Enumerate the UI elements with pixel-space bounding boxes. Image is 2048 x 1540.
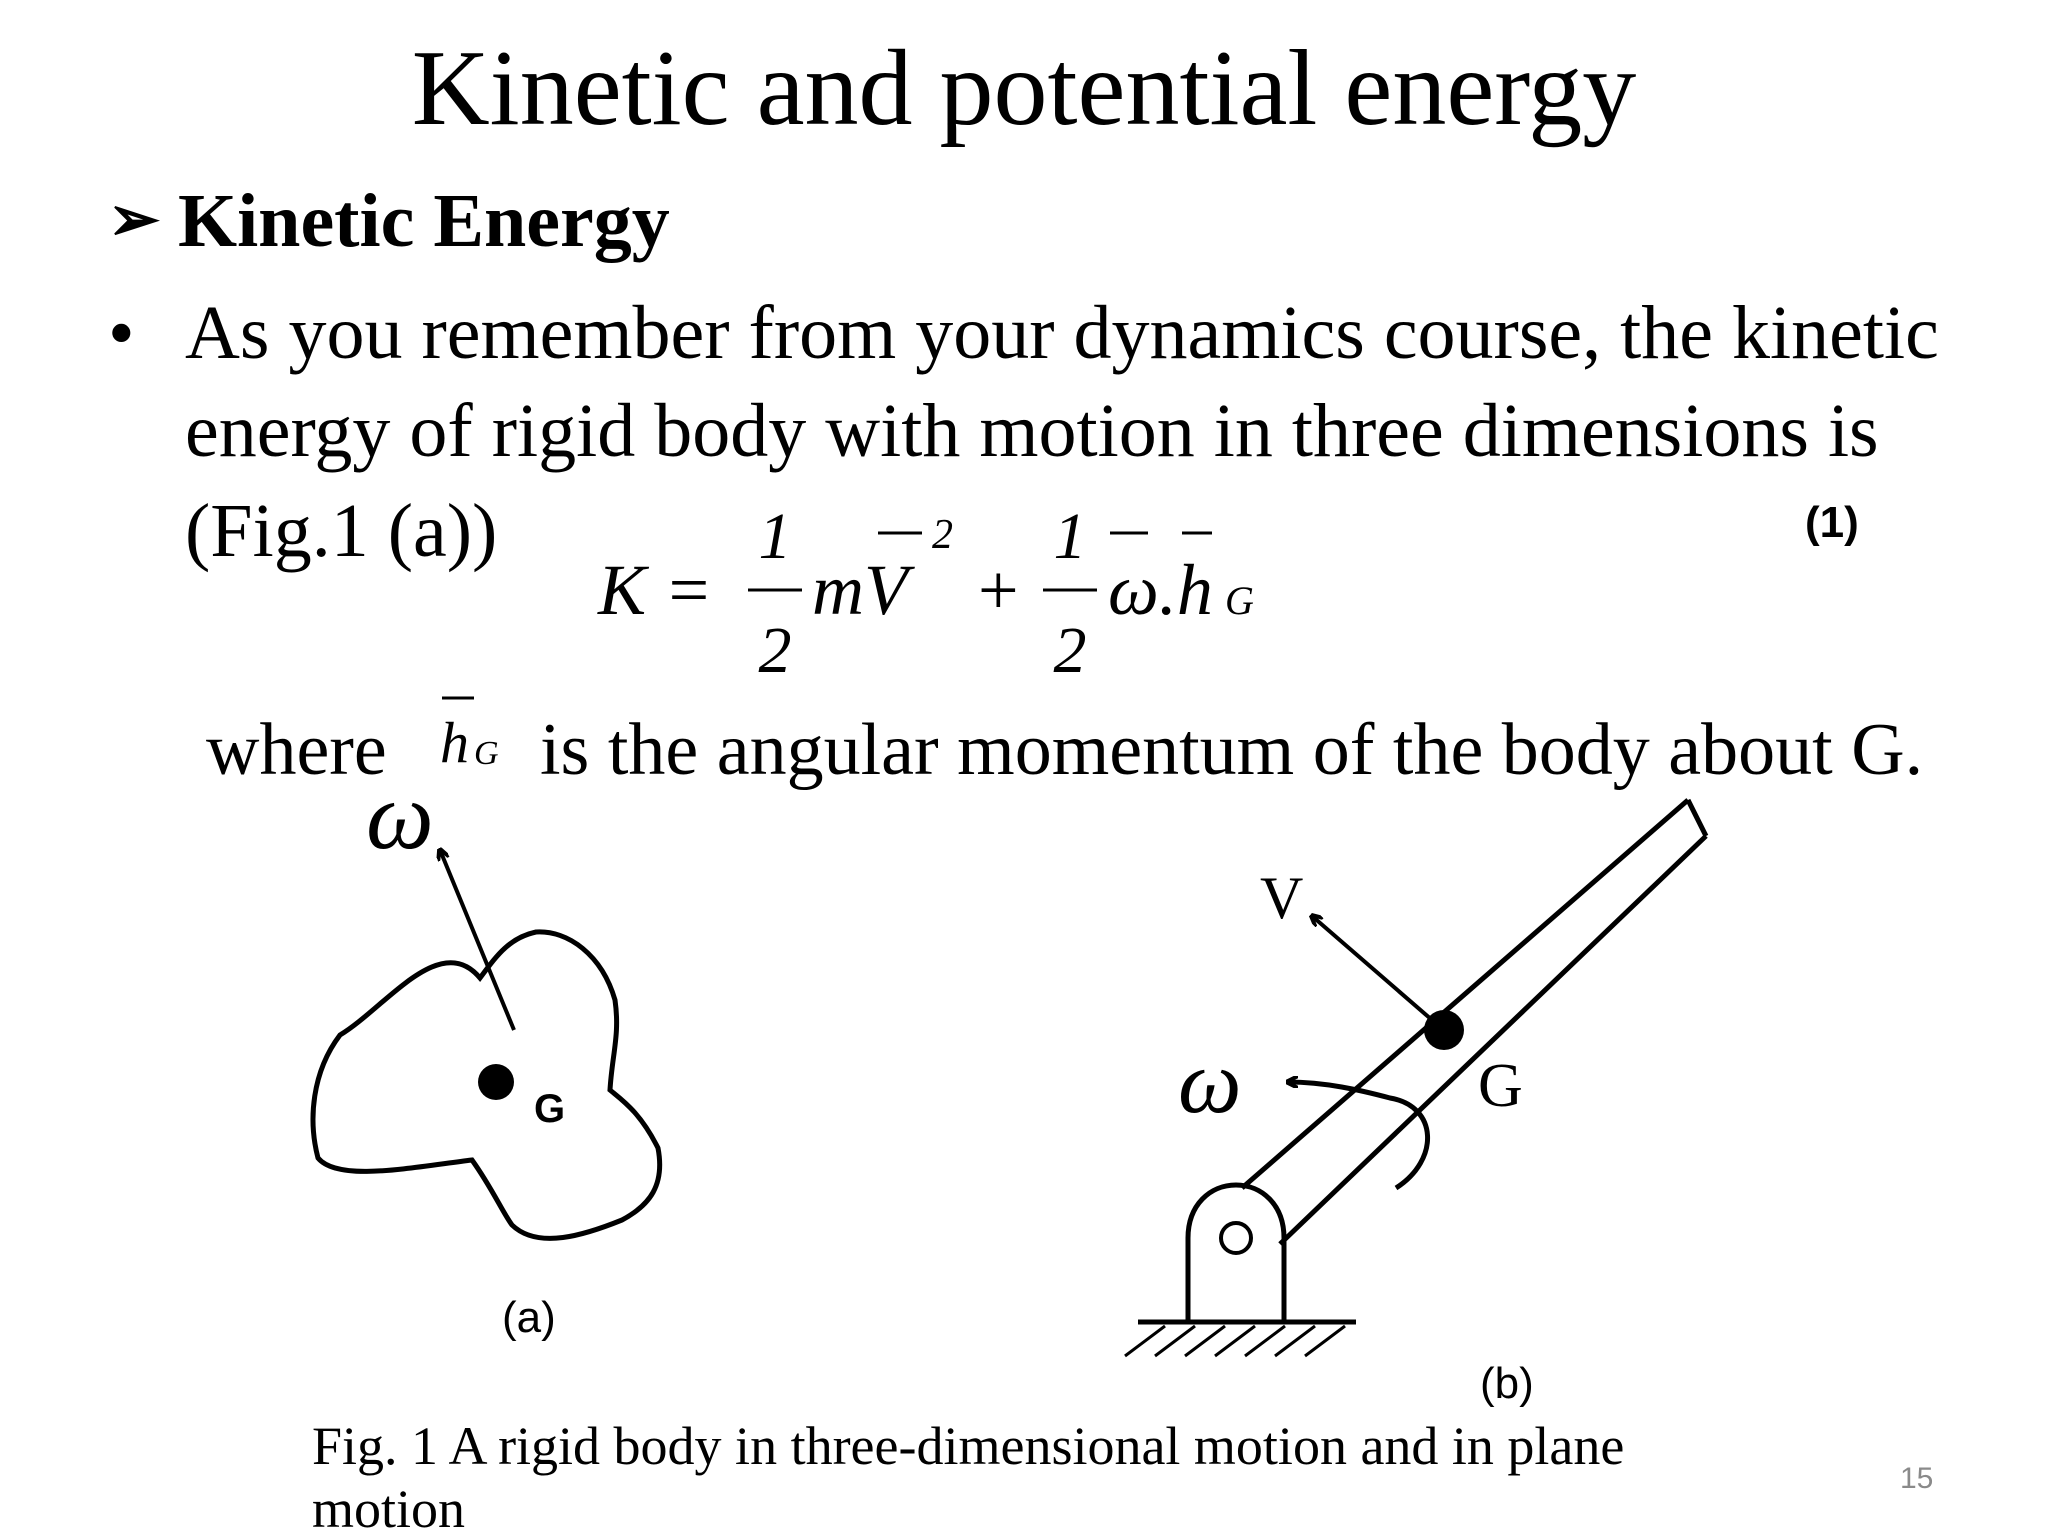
ground-hatch	[1125, 1326, 1345, 1356]
pin-joint	[1221, 1223, 1251, 1253]
eq-frac2-num: 1	[1053, 500, 1087, 573]
bar-edge-right	[1280, 836, 1706, 1244]
kinetic-energy-equation	[597, 500, 1254, 687]
omega-vector-arrow	[440, 850, 514, 1030]
slide-title: Kinetic and potential energy	[411, 29, 1637, 148]
arrow-bullet-icon: ➢	[108, 186, 160, 254]
figure-b-label: (b)	[1480, 1359, 1534, 1408]
eq-term2: ω.h	[1108, 550, 1213, 630]
g-label-a: G	[534, 1087, 566, 1131]
g-label-b: G	[1478, 1052, 1523, 1120]
where-text: where	[206, 709, 387, 791]
eq-subscript: G	[1225, 578, 1254, 623]
eq-frac1-den: 2	[758, 614, 792, 687]
bullet-line-1: As you remember from your dynamics course, the kinetic	[185, 291, 1939, 375]
figure-a	[313, 762, 660, 1342]
page-number: 15	[1900, 1462, 1934, 1495]
eq-exponent: 2	[932, 512, 953, 558]
bar-end-cap	[1688, 800, 1706, 836]
bullet-line-2: energy of rigid body with motion in three dimensions is	[185, 389, 1879, 473]
eq-frac1-num: 1	[758, 500, 792, 573]
hg-subscript: G	[474, 735, 499, 772]
equation-number: (1)	[1805, 498, 1859, 547]
eq-lhs: K =	[598, 550, 713, 630]
eq-plus: +	[978, 550, 1019, 630]
velocity-arrow	[1312, 916, 1432, 1020]
omega-label-a: ω	[366, 762, 434, 869]
mass-center-dot-a	[478, 1064, 514, 1100]
figure-caption-line-2: motion	[312, 1479, 466, 1539]
inline-hg-symbol	[440, 698, 499, 775]
bullet-dot: •	[108, 291, 135, 375]
figure-b	[1125, 800, 1706, 1408]
velocity-label: V	[1260, 865, 1304, 931]
hg-base: h	[440, 710, 469, 775]
heading-text: Kinetic Energy	[177, 179, 670, 263]
eq-frac2-den: 2	[1053, 614, 1087, 687]
where-rest-text: is the angular momentum of the body about G.	[540, 709, 1924, 791]
eq-term1: mV	[812, 550, 908, 630]
bullet-line-3: (Fig.1 (a))	[185, 489, 498, 573]
figure-caption-line-1: Fig. 1 A rigid body in three-dimensional motion and in plane	[312, 1416, 1625, 1476]
bar-edge-left	[1242, 800, 1688, 1188]
figure-a-label: (a)	[502, 1293, 556, 1342]
omega-label-b: ω	[1178, 1033, 1242, 1132]
